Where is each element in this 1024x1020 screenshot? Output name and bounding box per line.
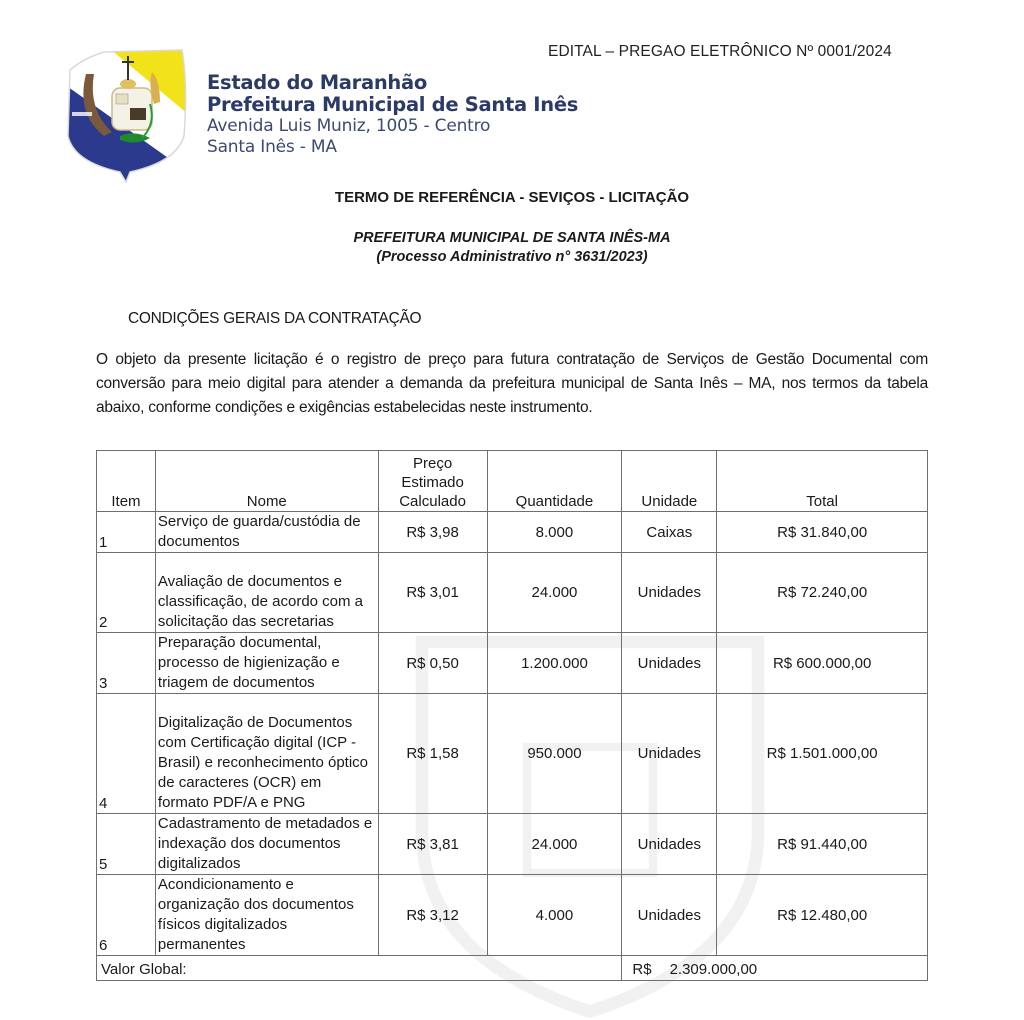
cell-item: 1: [97, 512, 156, 553]
cell-total: R$ 600.000,00: [717, 633, 928, 694]
header-preco-line1: Preço: [412, 455, 453, 472]
cell-unidade: Unidades: [622, 553, 717, 633]
total-row: [97, 956, 928, 981]
items-table: [96, 450, 928, 981]
cell-quantidade: 950.000: [487, 694, 622, 814]
cell-quantidade: 24.000: [487, 553, 622, 633]
cell-preco: R$ 3,01: [378, 553, 487, 633]
cell-unidade: Unidades: [622, 694, 717, 814]
coat-of-arms-icon: [64, 44, 188, 184]
header-total: Total: [717, 451, 928, 512]
cell-unidade: Unidades: [622, 814, 717, 875]
cell-total: R$ 1.501.000,00: [717, 694, 928, 814]
table-row: [97, 814, 928, 875]
process-number: (Processo Administrativo n° 3631/2023): [376, 249, 648, 265]
cell-quantidade: 4.000: [487, 875, 622, 956]
cell-item: 6: [97, 875, 156, 956]
header-preco-line3: Calculado: [399, 493, 466, 510]
cell-nome: Avaliação de documentos e classificação, de acordo com a solicitação das secretarias: [155, 553, 378, 633]
table-header-row: [97, 451, 928, 512]
cell-total: R$ 72.240,00: [717, 553, 928, 633]
total-value: [622, 956, 928, 981]
object-paragraph: O objeto da presente licitação é o registro de preço para futura contratação de Serviços de Gestão Documental com conversão para meio digital para atender a demanda da prefeitura municipal de Santa Inês – MA, nos termos da tabela abaixo, conforme condições e exigências estabelecidas neste instrumento.: [96, 351, 928, 416]
header-nome: Nome: [155, 451, 378, 512]
header-preco-line2: Estimado: [401, 474, 464, 491]
cell-preco: R$ 0,50: [378, 633, 487, 694]
cell-nome: Acondicionamento e organização dos documentos físicos digitalizados permanentes: [155, 875, 378, 956]
cell-total: R$ 31.840,00: [717, 512, 928, 553]
header-preco: [378, 451, 487, 512]
cell-nome: Serviço de guarda/custódia de documentos: [155, 512, 378, 553]
total-amount: 2.309.000,00: [669, 961, 758, 978]
org-address: Avenida Luis Muniz, 1005 - Centro: [207, 116, 491, 136]
header-quantidade: Quantidade: [487, 451, 622, 512]
cell-unidade: Unidades: [622, 633, 717, 694]
org-prefecture: Prefeitura Municipal de Santa Inês: [207, 93, 579, 116]
header-unidade: Unidade: [622, 451, 717, 512]
cell-preco: R$ 1,58: [378, 694, 487, 814]
table-row: [97, 553, 928, 633]
cell-total: R$ 12.480,00: [717, 875, 928, 956]
header-item: Item: [97, 451, 156, 512]
cell-preco: R$ 3,98: [378, 512, 487, 553]
cell-total: R$ 91.440,00: [717, 814, 928, 875]
cell-nome: Preparação documental, processo de higienização e triagem de documentos: [155, 633, 378, 694]
cell-item: 5: [97, 814, 156, 875]
total-currency: R$: [632, 961, 652, 978]
org-state: Estado do Maranhão: [207, 71, 427, 94]
cell-item: 2: [97, 553, 156, 633]
cell-quantidade: 8.000: [487, 512, 622, 553]
cell-quantidade: 24.000: [487, 814, 622, 875]
table-row: [97, 694, 928, 814]
cell-quantidade: 1.200.000: [487, 633, 622, 694]
cell-unidade: Unidades: [622, 875, 717, 956]
cell-preco: R$ 3,81: [378, 814, 487, 875]
cell-item: 3: [97, 633, 156, 694]
cell-unidade: Caixas: [622, 512, 717, 553]
table-row: [97, 512, 928, 553]
table-row: [97, 875, 928, 956]
cell-nome: Cadastramento de metadados e indexação dos documentos digitalizados: [155, 814, 378, 875]
document-subtitle: PREFEITURA MUNICIPAL DE SANTA INÊS-MA: [353, 230, 671, 246]
section-heading: CONDIÇÕES GERAIS DA CONTRATAÇÃO: [128, 310, 422, 327]
cell-item: 4: [97, 694, 156, 814]
cell-preco: R$ 3,12: [378, 875, 487, 956]
document-title-text: TERMO DE REFERÊNCIA - SEVIÇOS - LICITAÇÃO: [334, 189, 690, 206]
document-title: [0, 189, 1024, 206]
edital-number: EDITAL – PREGAO ELETRÔNICO Nº 0001/2024: [548, 43, 892, 60]
organization-header: [207, 72, 578, 158]
cell-nome: Digitalização de Documentos com Certificação digital (ICP - Brasil) e reconhecimento óptico de caracteres (OCR) em formato PDF/A e PNG: [155, 694, 378, 814]
table-row: [97, 633, 928, 694]
org-city: Santa Inês - MA: [207, 137, 337, 157]
total-label: Valor Global:: [97, 956, 622, 981]
